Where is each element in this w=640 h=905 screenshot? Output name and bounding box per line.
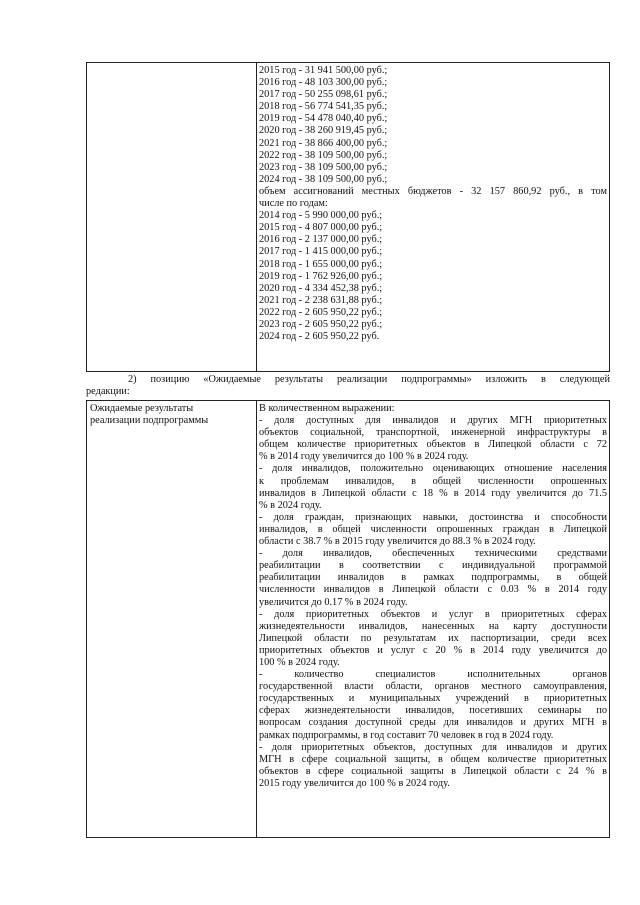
result-5-line: Липецкой области по результатам их паспортизации, среди всех (259, 632, 607, 644)
result-item-2 (259, 463, 607, 511)
result-3-line: - доля граждан, признающих навыки, достоинства и способности (259, 511, 607, 523)
local-line-2022: 2022 год - 2 605 950,22 руб.; (259, 306, 383, 318)
result-1-line: % в 2014 году увеличится до 100 % в 2024 году. (259, 451, 469, 463)
result-item-1 (259, 415, 607, 463)
result-item-6 (259, 669, 607, 742)
result-2-line: к проблемам инвалидов, в общей численности опрошенных (259, 475, 607, 487)
expected-results-label-cell (90, 403, 250, 427)
result-7-line: МГН в сфере социальной защиты, в общем количестве приоритетных (259, 753, 607, 765)
result-4-line: численности инвалидов в Липецкой области с 0.03 % в 2014 году (259, 584, 607, 596)
local-line-2024: 2024 год - 2 605 950,22 руб. (259, 331, 380, 343)
expected-results-content-cell (259, 403, 607, 790)
result-1-line: - доля доступных для инвалидов и других МГН приоритетных (259, 415, 607, 427)
expected-results-table (86, 400, 610, 838)
funding-line-2019: 2019 год - 54 478 040,40 руб.; (259, 113, 388, 125)
local-line-2023: 2023 год - 2 605 950,22 руб.; (259, 318, 383, 330)
result-2-line: инвалидов в Липецкой области с 18 % в 2014 году увеличится до 71.5 (259, 487, 607, 499)
result-2-line: - доля инвалидов, положительно оценивающих отношение населения (259, 463, 607, 475)
table-column-divider (256, 401, 257, 837)
funding-line-2021: 2021 год - 38 866 400,00 руб.; (259, 137, 388, 149)
table-column-divider (256, 63, 257, 371)
label-line-2: реализации подпрограммы (90, 415, 209, 427)
result-4-line: увеличится до 0.17 % в 2024 году. (259, 596, 408, 608)
funding-line-2016: 2016 год - 48 103 300,00 руб.; (259, 77, 388, 89)
result-5-line: приоритетных объектов и услуг с 20 % в 2014 году увеличится до (259, 644, 607, 656)
result-item-4 (259, 548, 607, 608)
result-6-line: государственной власти области, органов местного самоуправления, (259, 681, 607, 693)
result-6-line: - количество специалистов исполнительных органов (259, 669, 607, 681)
result-6-line: сферах жизнедеятельности инвалидов, посетивших семинары по (259, 705, 607, 717)
local-line-2021: 2021 год - 2 238 631,88 руб.; (259, 294, 383, 306)
funding-line-2017: 2017 год - 50 255 098,61 руб.; (259, 89, 388, 101)
result-2-line: % в 2024 году. (259, 499, 322, 511)
result-item-3 (259, 512, 607, 548)
result-5-line: жизнедеятельности инвалидов, нанесенных на карту доступности (259, 620, 607, 632)
result-6-line: рамках подпрограммы, в год составит 70 человек в год в 2024 году. (259, 729, 554, 741)
result-6-line: государственных и муниципальных учреждений в приоритетных (259, 693, 607, 705)
result-4-line: реабилитации инвалидов в рамках подпрограммы, в общей (259, 572, 607, 584)
funding-line-2023: 2023 год - 38 109 500,00 руб.; (259, 161, 388, 173)
label-line-1: Ожидаемые результаты (90, 403, 194, 414)
result-4-line: - доля инвалидов, обеспеченных техническими средствами (259, 548, 607, 560)
result-item-5 (259, 609, 607, 669)
local-line-2017: 2017 год - 1 415 000,00 руб.; (259, 246, 383, 258)
result-7-line: - доля приоритетных объектов, доступных для инвалидов и других (259, 741, 607, 753)
local-line-2019: 2019 год - 1 762 926,00 руб.; (259, 270, 383, 282)
result-3-line: области с 38.7 % в 2015 году увеличится до 88.3 % в 2024 году. (259, 536, 536, 548)
local-line-2020: 2020 год - 4 334 452,38 руб.; (259, 282, 383, 294)
local-budget-intro: объем ассигнований местных бюджетов - 32 157 860,92 руб., в том (259, 185, 607, 197)
funding-line-2020: 2020 год - 38 260 919,45 руб.; (259, 125, 388, 137)
funding-line-2024: 2024 год - 38 109 500,00 руб.; (259, 173, 388, 185)
local-line-2015: 2015 год - 4 807 000,00 руб.; (259, 222, 383, 234)
result-5-line: 100 % в 2024 году. (259, 656, 340, 668)
local-line-2014: 2014 год - 5 990 000,00 руб.; (259, 210, 383, 222)
amendment-line-2: редакции: (86, 386, 130, 397)
funding-cell (259, 65, 607, 343)
amendment-paragraph (86, 374, 610, 398)
funding-line-2018: 2018 год - 56 774 541,35 руб.; (259, 101, 388, 113)
result-7-line: 2015 году увеличится до 100 % в 2024 году. (259, 777, 450, 789)
results-heading: В количественном выражении: (259, 403, 395, 414)
funding-line-2022: 2022 год - 38 109 500,00 руб.; (259, 149, 388, 161)
result-4-line: реабилитации в соответствии с индивидуальной программой (259, 560, 607, 572)
result-3-line: инвалидов, в общей численности опрошенных граждан в Липецкой (259, 523, 607, 535)
amendment-line-1: 2) позицию «Ожидаемые результаты реализации подпрограммы» изложить в следующей (128, 374, 610, 385)
result-5-line: - доля приоритетных объектов и услуг в приоритетных сферах (259, 608, 607, 620)
result-6-line: вопросам создания доступной среды для инвалидов и других МГН в (259, 717, 607, 729)
funding-line-2015: 2015 год - 31 941 500,00 руб.; (259, 65, 388, 76)
result-item-7 (259, 742, 607, 790)
result-7-line: объектов в сфере социальной защиты в Липецкой области с 24 % в (259, 765, 607, 777)
local-line-2016: 2016 год - 2 137 000,00 руб.; (259, 234, 383, 246)
result-1-line: общем количестве приоритетных объектов в Липецкой области с 72 (259, 439, 607, 451)
local-line-2018: 2018 год - 1 655 000,00 руб.; (259, 258, 383, 270)
funding-table-continuation (86, 62, 610, 372)
local-budget-intro-cont: числе по годам: (259, 198, 328, 210)
result-1-line: объектов социальной, транспортной, инженерной инфраструктуры в (259, 427, 607, 439)
